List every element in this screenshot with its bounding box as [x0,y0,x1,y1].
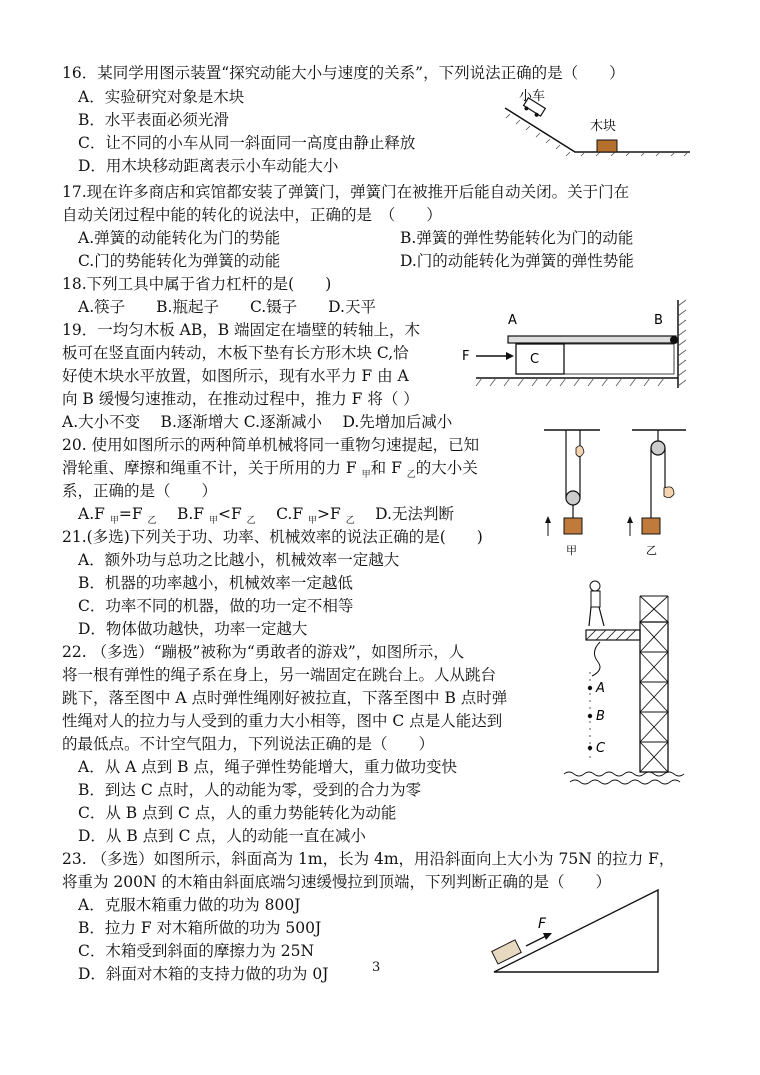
q21-option-c: C．功率不同的机器，做的功一定不相等 [78,597,354,615]
q18-options: A.筷子 B.瓶起子 C.镊子 D.天平 [78,298,376,316]
hand-icon [576,446,584,457]
q17-stem-line1: 17.现在许多商店和宾馆都安装了弹簧门，弹簧门在被推开后能自动关闭。关于门在 [62,183,630,201]
q22-option-c: C．从 B 点到 C 点，人的重力势能转化为动能 [78,804,397,822]
weight-yi [642,518,660,534]
q23-option-a: A．克服木箱重力做的功为 800J [78,896,301,914]
hand-icon [664,487,674,498]
q20-stem-line3: 系，正确的是（ ） [62,482,218,500]
q23-stem-line1: 23. （多选）如图所示，斜面高为 1m，长为 4m，用沿斜面向上大小为 75N 的拉力 F， [62,850,675,868]
q20-stem-line1: 20. 使用如图所示的两种简单机械将同一重物匀速提起，已知 [62,436,480,454]
q17-stem-line2: 自动关闭过程中能的转化的说法中，正确的是 （ ） [62,206,442,224]
incline [494,890,658,972]
q19-stem-line4: 向 B 缓慢匀速推动，在推动过程中，推力 F 将（ ） [62,390,419,408]
q20-options: A.F $_甲$=F $_乙$ B.F $_甲$<F $_乙$ C.F $_甲$>F $_乙$ D.无法判断 [78,505,454,527]
q23-stem-line2: 将重为 200N 的木箱由斜面底端匀速缓慢拉到顶端，下列判断正确的是（ ） [62,873,612,891]
q19-label-f: F [462,349,470,364]
q20-pulley-figure [536,428,696,560]
q20-label-yi: 乙 [646,544,657,557]
page-number: 3 [372,960,381,975]
q23-option-c: C．木箱受到斜面的摩擦力为 25N [78,942,315,960]
q21-option-a: A．额外功与总功之比越小，机械效率一定越大 [78,551,400,569]
q22-stem-line3: 跳下，落至图中 A 点时弹性绳刚好被拉直，下落至图中 B 点时弹 [62,689,508,707]
block-c [516,344,564,374]
q19-lever-figure [458,296,698,406]
q18-stem: 18.下列工具中属于省力杠杆的是( ) [62,275,332,293]
q21-option-b: B．机器的功率越小，机械效率一定越低 [78,574,353,592]
jumper-icon [589,581,604,626]
wood-plank-ab [508,336,676,343]
q22-option-d: D．从 B 点到 C 点，人的动能一直在减小 [78,827,366,845]
q22-label-a: A [596,681,605,696]
q17-option-b: B.弹簧的弹性势能转化为门的动能 [400,229,634,247]
q16-option-d: D．用木块移动距离表示小车动能大小 [78,157,339,175]
q20-label-jia: 甲 [566,544,577,557]
fixed-pulley-icon [651,441,665,455]
q19-stem-line1: 19．一均匀木板 AB，B 端固定在墙壁的转轴上，木 [62,321,421,339]
q22-option-b: B．到达 C 点时，人的动能为零，受到的合力为零 [78,781,422,799]
q21-option-d: D．物体做功越快，功率一定越大 [78,620,308,638]
q17-option-a: A.弹簧的动能转化为门的势能 [78,229,281,247]
q22-stem-line5: 的最低点。不计空气阻力，下列说法正确的是（ ） [62,735,435,753]
q20-stem-line2: 滑轮重、摩擦和绳重不计，关于所用的力 F $_甲$和 F $_乙$的大小关 [62,459,478,481]
q17-option-d: D.门的动能转化为弹簧的弹性势能 [400,252,634,270]
q22-stem-line4: 性绳对人的拉力与人受到的重力大小相等，图中 C 点是人能达到 [62,712,503,730]
q22-label-c: C [596,741,606,756]
q22-bungee-figure [562,576,692,791]
pivot-icon [670,336,678,344]
movable-pulley-icon [566,491,580,505]
q19-stem-line2: 板可在竖直面内转动，木板下垫有长方形木块 C,恰 [62,344,409,362]
q19-label-c: C [530,352,540,367]
q16-label-car: 小车 [519,89,546,104]
q19-options: A.大小不变 B.逐渐增大 C.逐渐减小 D.先增加后减小 [62,413,453,431]
q23-option-d: D．斜面对木箱的支持力做的功为 0J [78,965,329,983]
q19-label-a: A [508,313,517,328]
q16-option-b: B．水平表面必须光滑 [78,111,229,129]
q16-label-block: 木块 [590,119,617,134]
q16-stem: 16．某同学用图示装置“探究动能大小与速度的关系”，下列说法正确的是（ ） [62,64,625,82]
q22-stem-line2: 将一根有弹性的绳子系在身上，另一端固定在跳台上。人从跳台 [62,666,497,684]
q23-label-f: F [538,916,547,932]
water-waves [564,772,684,784]
q16-option-c: C．让不同的小车从同一斜面同一高度由静止释放 [78,134,416,152]
q19-label-b: B [654,313,663,328]
q17-option-c: C.门的势能转化为弹簧的动能 [78,252,281,270]
q22-stem-line1: 22. （多选）“蹦极”被称为“勇敢者的游戏”，如图所示，人 [62,643,465,661]
q16-option-a: A．实验研究对象是木块 [78,88,245,106]
q23-option-b: B．拉力 F 对木箱所做的功为 500J [78,919,322,937]
wood-block-icon [597,140,617,152]
weight-jia [564,518,582,534]
bungee-rope [592,642,600,676]
q21-stem: 21.(多选)下列关于功、功率、机械效率的说法正确的是( ) [62,528,483,546]
q19-stem-line3: 好使木块水平放置，如图所示，现有水平力 F 由 A [62,367,409,385]
arrow-icon [506,352,514,360]
q16-ramp-figure [500,86,700,171]
q23-incline-figure [490,886,670,978]
q22-option-a: A．从 A 点到 B 点，绳子弹性势能增大，重力做功变快 [78,758,457,776]
q22-label-b: B [596,709,605,724]
